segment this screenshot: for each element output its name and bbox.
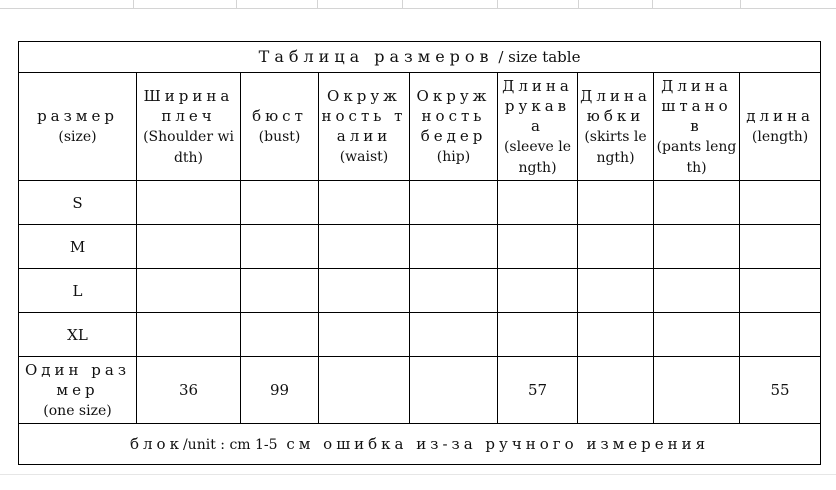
table-cell — [241, 313, 319, 357]
table-cell — [578, 225, 654, 269]
table-cell — [137, 313, 241, 357]
table-cell — [740, 269, 821, 313]
table-cell — [137, 225, 241, 269]
title-russian: Таблица размеров — [258, 47, 494, 66]
header-size — [19, 73, 137, 181]
header-label-en: (hip) — [436, 149, 471, 165]
header-label-en: (Shoulder width) — [143, 128, 234, 166]
header-waist — [319, 73, 410, 181]
header-label-ru: Длина юбки — [580, 86, 651, 125]
table-cell — [319, 269, 410, 313]
waist-value — [319, 357, 410, 424]
header-label-ru: Окружность бедер — [416, 87, 491, 145]
header-label-ru: длина — [746, 107, 814, 125]
size-cell: S — [19, 181, 137, 225]
table-cell — [498, 225, 578, 269]
size-cell: XL — [19, 313, 137, 357]
header-pants-length — [654, 73, 740, 181]
table-cell — [740, 313, 821, 357]
spreadsheet-gridline — [0, 474, 836, 475]
table-cell — [410, 181, 498, 225]
table-cell — [410, 225, 498, 269]
table-cell — [578, 313, 654, 357]
unit-label-en: /unit : cm 1-5 — [182, 436, 278, 453]
header-row — [19, 73, 821, 181]
table-cell — [578, 269, 654, 313]
header-label-ru: размер — [37, 107, 118, 125]
one-size-label-ru: Один размер — [24, 360, 131, 399]
header-label-ru: Длина штанов — [661, 76, 732, 135]
table-cell — [137, 269, 241, 313]
header-label-ru: Окружность талии — [321, 87, 407, 145]
header-sleeve-length — [498, 73, 578, 181]
header-label-en: (sleeve length) — [503, 138, 572, 176]
hip-value — [410, 357, 498, 424]
table-cell — [498, 269, 578, 313]
header-length — [740, 73, 821, 181]
table-cell — [654, 225, 740, 269]
table-cell — [654, 313, 740, 357]
size-cell — [19, 357, 137, 424]
unit-label-ru: блок — [130, 434, 183, 453]
table-cell — [740, 181, 821, 225]
shoulder-width-value: 36 — [137, 357, 241, 424]
error-note: см ошибка из-за ручного измерения — [286, 434, 710, 453]
table-cell — [498, 313, 578, 357]
table-cell — [498, 181, 578, 225]
table-cell — [410, 269, 498, 313]
table-cell — [241, 225, 319, 269]
table-cell — [241, 181, 319, 225]
table-cell — [319, 181, 410, 225]
table-cell — [578, 181, 654, 225]
table-cell — [740, 225, 821, 269]
length-value: 55 — [740, 357, 821, 424]
table-row — [19, 269, 821, 313]
size-cell: L — [19, 269, 137, 313]
size-table — [18, 41, 821, 465]
spreadsheet-column-strip — [0, 0, 836, 9]
pants-length-value — [654, 357, 740, 424]
header-label-ru: Ширина плеч — [143, 86, 234, 125]
header-label-en: (skirts length) — [584, 128, 647, 166]
header-label-ru: бюст — [252, 107, 307, 125]
sleeve-length-value: 57 — [498, 357, 578, 424]
header-label-en: (pants length) — [656, 138, 737, 176]
table-cell — [410, 313, 498, 357]
table-title — [19, 42, 821, 73]
header-bust — [241, 73, 319, 181]
table-row — [19, 225, 821, 269]
header-label-en: (bust) — [258, 129, 301, 145]
table-cell — [654, 181, 740, 225]
table-row — [19, 181, 821, 225]
table-cell — [241, 269, 319, 313]
table-row-one-size — [19, 357, 821, 424]
header-skirts-length — [578, 73, 654, 181]
bust-value: 99 — [241, 357, 319, 424]
header-label-en: (length) — [751, 129, 809, 145]
skirts-length-value — [578, 357, 654, 424]
header-label-en: (size) — [58, 129, 97, 145]
header-hip — [410, 73, 498, 181]
table-row — [19, 313, 821, 357]
one-size-label-en: (one size) — [43, 402, 112, 419]
header-shoulder-width — [137, 73, 241, 181]
table-cell — [137, 181, 241, 225]
measurement-note — [19, 424, 821, 465]
header-label-en: (waist) — [339, 149, 389, 165]
table-cell — [654, 269, 740, 313]
header-label-ru: Длина рукава — [502, 76, 573, 135]
table-cell — [319, 313, 410, 357]
title-english: / size table — [498, 48, 581, 66]
size-cell: M — [19, 225, 137, 269]
table-cell — [319, 225, 410, 269]
